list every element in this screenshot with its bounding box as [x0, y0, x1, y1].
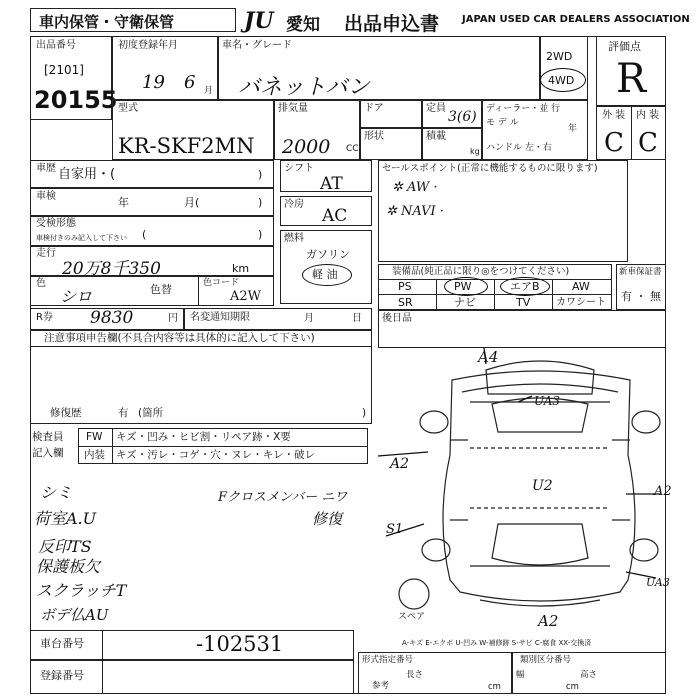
diagram-spare-label: スペア: [398, 612, 426, 622]
ac-label: 冷房: [284, 199, 304, 210]
ext-int-divider: [631, 106, 632, 160]
frame-note-1: Fクロスメンバー ニワ: [218, 490, 348, 505]
door-label: ドア: [364, 103, 384, 114]
registration-year: 19: [142, 72, 165, 93]
exterior-value: C: [604, 128, 624, 158]
tax-day: 日: [352, 313, 362, 324]
color-code-value: A2W: [230, 289, 262, 304]
form-title: 出品申込書: [344, 13, 440, 35]
receive-label: 受検形態: [36, 218, 76, 229]
inspection-close: ): [258, 196, 263, 209]
note-line-3: 反印TS: [38, 537, 92, 556]
dealer-line1: ディーラー・並 行: [486, 104, 561, 114]
diagram-left-front-mark: A2: [390, 456, 410, 472]
tax-label: 名変通知期限: [190, 312, 250, 323]
diagram-rear-mark: A2: [538, 612, 559, 630]
type-cert-cm: cm: [488, 682, 501, 692]
inspection-cell: [30, 188, 274, 216]
repair-paren: (箇所: [138, 407, 164, 419]
receive-open: (: [142, 228, 147, 241]
exterior-label: 外 装: [602, 110, 626, 121]
model-label: 型式: [118, 103, 138, 114]
repair-value: 有: [118, 407, 129, 419]
chassis-label: 車台番号: [40, 637, 84, 650]
inspection-label: 車検: [36, 191, 56, 202]
receive-close: ): [258, 228, 263, 241]
fuel-light-oil-circle: [302, 264, 352, 286]
note-line-4: 保護板欠: [36, 557, 101, 576]
notes-label: 注意事項申告欄(不具合内容等は具体的に記入して下さい): [44, 332, 315, 344]
car-name-label: 車名・グレード: [222, 40, 292, 51]
class-height-label: 高さ: [580, 670, 598, 680]
class-num-label: 類別区分番号: [520, 655, 572, 665]
color-value: シロ: [60, 287, 93, 306]
storage-box: [30, 8, 236, 32]
sales-point-2: ✲ NAVI ·: [386, 204, 444, 219]
displacement-value: 2000: [282, 136, 331, 158]
inspector-row1: キズ・凹み・ヒビ割・リペア跡・X要: [116, 431, 291, 443]
repair-label: 修復歴: [50, 407, 82, 419]
shift-label: シフト: [284, 163, 314, 174]
note-line-5: スクラッチT: [36, 581, 127, 600]
registration-label: 初度登録年月: [118, 40, 178, 51]
diagram-front-mark: A4: [478, 348, 499, 366]
displacement-unit: CC: [346, 144, 359, 154]
model-value: KR-SKF2MN: [118, 134, 255, 158]
inspector-row1-tag: FW: [86, 431, 103, 443]
capacity-value: 3(6): [448, 109, 477, 125]
type-cert-label: 形式指定番号: [362, 655, 414, 665]
rear-items-label: 後日品: [382, 313, 412, 324]
load-label: 積載: [426, 131, 446, 142]
frame-note-2: 修復: [312, 510, 343, 528]
ac-value: AC: [322, 206, 348, 226]
association-name: JAPAN USED CAR DEALERS ASSOCIATION: [462, 14, 690, 25]
color-label: 色: [36, 278, 46, 289]
interior-value: C: [638, 128, 658, 158]
equip-tv: TV: [516, 296, 531, 309]
load-unit: kg: [470, 147, 480, 156]
inspection-month: 月(: [184, 196, 200, 209]
history-label: 車歴: [36, 163, 56, 174]
type-cert-sub: 参考: [372, 681, 390, 691]
sales-point-1-text: AW: [407, 180, 430, 195]
equip-ps: PS: [398, 280, 412, 293]
diagram-right-mark: A2: [654, 484, 672, 499]
fuel-light-oil: 軽 油: [312, 268, 338, 281]
mileage-unit: km: [232, 262, 250, 275]
sales-points-label: セールスポイント(正常に機能するものに限ります): [382, 163, 598, 174]
diagram-left-rear-mark: S1: [386, 522, 404, 537]
displacement-label: 排気量: [278, 103, 308, 114]
diagram-front-inner-mark: UA3: [534, 394, 561, 408]
type-cert-len-label: 長さ: [406, 670, 424, 680]
grade-value: R: [616, 56, 647, 102]
grade-label: 評価点: [608, 40, 641, 53]
class-cm: cm: [566, 682, 579, 692]
receive-note: 車検付きのみ記入して下さい: [36, 234, 127, 242]
equip-pw: PW: [454, 280, 472, 293]
recycle-label: R券: [36, 312, 53, 323]
drive-2wd: 2WD: [546, 50, 573, 63]
lot-label: 出品番号: [36, 40, 76, 51]
history-value: 自家用・(: [58, 167, 116, 182]
registration-month: 6: [184, 72, 196, 93]
fuel-label: 燃料: [284, 233, 304, 244]
note-line-1: シミ: [40, 483, 73, 502]
entry-label: 記入欄: [32, 447, 64, 459]
dealer-line2a: モ デ ル: [486, 118, 519, 128]
recycle-value: 9830: [90, 308, 134, 328]
equip-aw: AW: [572, 280, 590, 293]
warranty-label: 新車保証書: [619, 267, 662, 277]
drive-4wd: 4WD: [548, 74, 575, 87]
storage-label: 車内保管・守衛保管: [39, 13, 175, 31]
inspector-row2-tag: 内装: [84, 449, 105, 461]
shift-value: AT: [320, 174, 343, 194]
chassis-value: -102531: [196, 632, 284, 656]
sales-point-2-text: NAVI: [401, 204, 436, 219]
damage-legend: A-キズ E-エクボ U-凹み W-補修跡 S-サビ C-腐食 XX-交換済: [402, 639, 592, 647]
repair-close: ): [362, 407, 367, 419]
shape-label: 形状: [364, 131, 384, 142]
sales-point-1: ✲ AW ·: [392, 180, 438, 195]
inspection-year: 年: [118, 196, 129, 209]
equipment-label: 装備品(純正品に限り◎をつけてください): [392, 266, 570, 277]
color-divider: [198, 276, 199, 306]
equipment-divider-v3: [552, 279, 553, 310]
ju-logo: [244, 8, 292, 32]
diagram-center-mark: U2: [532, 478, 553, 494]
inspector-grid-v: [112, 428, 113, 464]
warranty-value: 有 ・ 無: [621, 290, 661, 303]
inspector-label: 検査員: [32, 431, 64, 443]
equipment-divider-h2: [378, 294, 612, 295]
color-repaint-label: 色替: [150, 283, 172, 296]
lot-number: 20155: [34, 86, 118, 114]
equipment-divider-v1: [436, 279, 437, 310]
diagram-rear-right-mark: UA3: [646, 576, 670, 589]
equip-airbag: エアB: [510, 280, 540, 293]
car-name-value: バネットバン: [238, 75, 370, 100]
capacity-label: 定員: [426, 103, 446, 114]
logo-text: 愛知: [286, 15, 320, 35]
class-width-label: 幅: [516, 670, 525, 680]
equip-kawa-seat: カワシート: [556, 297, 606, 308]
registration-month-unit: 月: [204, 86, 214, 96]
mileage-label: 走行: [36, 248, 56, 259]
equip-navi: ナビ: [454, 296, 476, 309]
inspector-grid-mid: [78, 446, 368, 447]
fuel-gasoline: ガソリン: [306, 248, 350, 261]
interior-label: 内 装: [636, 110, 660, 121]
equip-airbag-circle: [500, 277, 550, 296]
equip-pw-circle: [444, 277, 488, 296]
mileage-value: 20万8千350: [62, 259, 161, 279]
history-close: ): [258, 168, 263, 181]
recycle-unit: 円: [168, 313, 178, 324]
inspector-row2: キズ・汚レ・コゲ・穴・ヌレ・キレ・破レ: [116, 449, 316, 461]
notes-divider: [30, 346, 372, 347]
ju-logo-mark: JU: [244, 8, 274, 34]
tax-month: 月: [304, 313, 314, 324]
equipment-divider-v2: [494, 279, 495, 310]
lot-sub-number: [2101]: [44, 63, 84, 77]
drive-4wd-circle: [540, 68, 586, 92]
note-line-2: 荷室A.U: [34, 509, 97, 528]
color-code-label: 色コード: [203, 278, 240, 288]
dealer-line2b: 年: [568, 124, 578, 134]
equip-sr: SR: [398, 296, 413, 309]
rear-items-cell: [378, 310, 666, 348]
dealer-handle: ハンドル 左・右: [486, 143, 552, 153]
note-line-6: ボデ仏AU: [40, 606, 109, 624]
reg-number-label: 登録番号: [40, 669, 84, 682]
